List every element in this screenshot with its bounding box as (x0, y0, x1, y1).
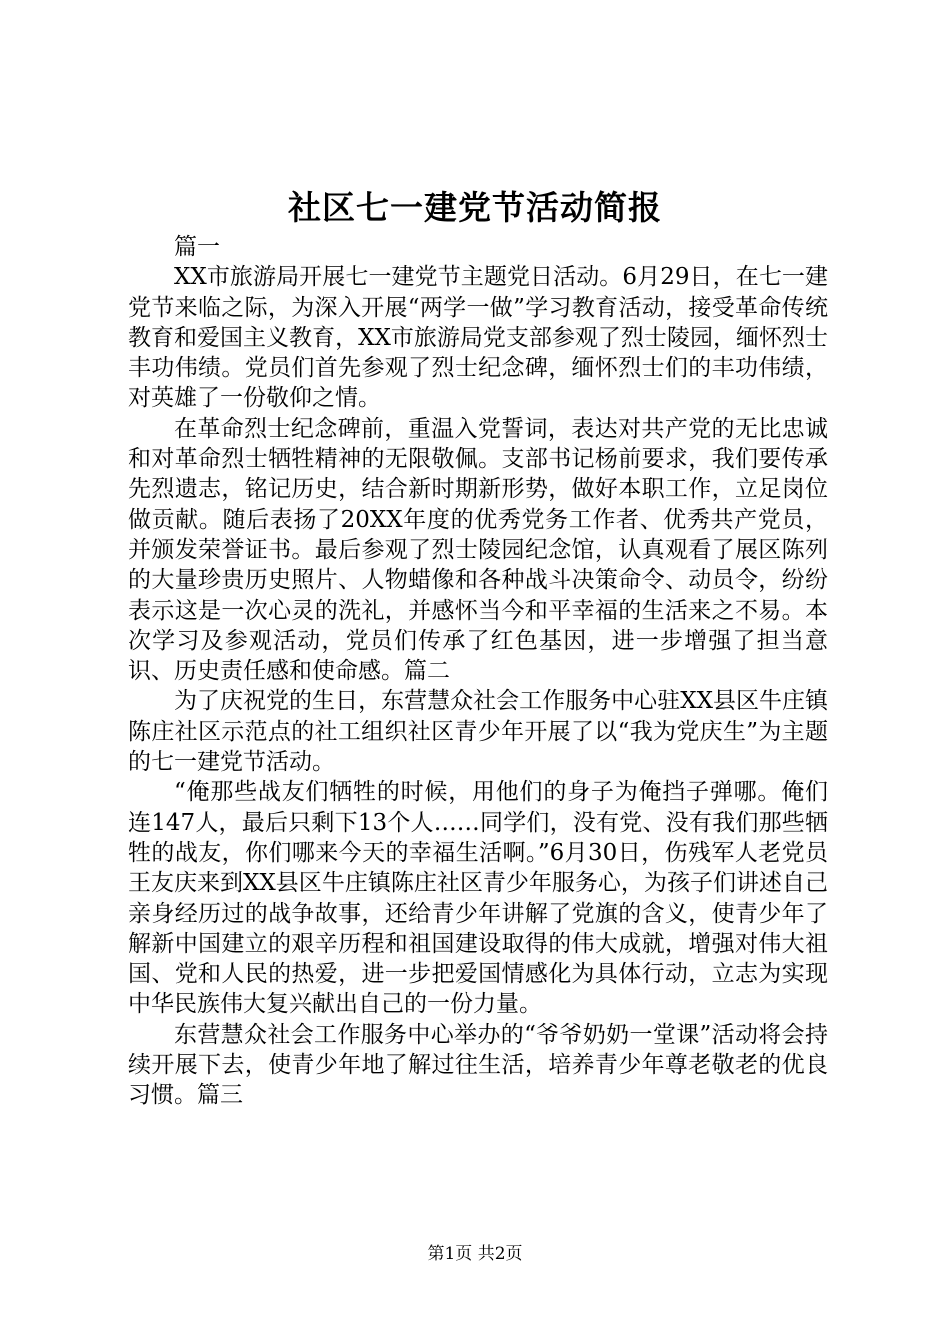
paragraph-2: 在革命烈士纪念碑前，重温入党誓词，表达对共产党的无比忠诚和对革命烈士牺牲精神的无限敬佩。支部书记杨前要求，我们要传承先烈遗志，铭记历史，结合新时期新形势，做好本职工作，立足岗位做贡献。随后表扬了20XX年度的优秀党务工作者、优秀共产党员，并颁发荣誉证书。最后参观了烈士陵园纪念馆，认真观看了展区陈列的大量珍贵历史照片、人物蜡像和各种战斗决策命令、动员令，纷纷表示这是一次心灵的洗礼，并感怀当今和平幸福的生活来之不易。本次学习及参观活动，党员们传承了红色基因，进一步增强了担当意识、历史责任感和使命感。篇二 (128, 415, 828, 685)
section-label-1: 篇一 (174, 234, 220, 260)
document-title: 社区七一建党节活动简报 (288, 188, 662, 227)
page-footer: 第1页 共2页 (427, 1244, 523, 1264)
paragraph-1: XX市旅游局开展七一建党节主题党日活动。6月29日，在七一建党节来临之际，为深入开展“两学一做”学习教育活动，接受革命传统教育和爱国主义教育，XX市旅游局党支部参观了烈士陵园，缅怀烈士丰功伟绩。党员们首先参观了烈士纪念碑，缅怀烈士们的丰功伟绩，对英雄了一份敬仰之情。 (128, 264, 828, 412)
paragraph-5: 东营慧众社会工作服务中心举办的“爷爷奶奶一堂课”活动将会持续开展下去，使青少年地了解过往生活，培养青少年尊老敬老的优良习惯。篇三 (128, 1021, 828, 1109)
paragraph-3: 为了庆祝党的生日，东营慧众社会工作服务中心驻XX县区牛庄镇陈庄社区示范点的社工组织社区青少年开展了以“我为党庆生”为主题的七一建党节活动。 (128, 688, 828, 776)
paragraph-4: “俺那些战友们牺牲的时候，用他们的身子为俺挡子弹哪。俺们连147人，最后只剩下13个人……同学们，没有党、没有我们那些牺牲的战友，你们哪来今天的幸福生活啊。”6月30日，伤残军人老党员王友庆来到XX县区牛庄镇陈庄社区青少年服务心，为孩子们讲述自己亲身经历过的战争故事，还给青少年讲解了党旗的含义，使青少年了解新中国建立的艰辛历程和祖国建设取得的伟大成就，增强对伟大祖国、党和人民的热爱，进一步把爱国情感化为具体行动，立志为实现中华民族伟大复兴献出自己的一份力量。 (128, 779, 828, 1018)
document-body (128, 232, 828, 1111)
